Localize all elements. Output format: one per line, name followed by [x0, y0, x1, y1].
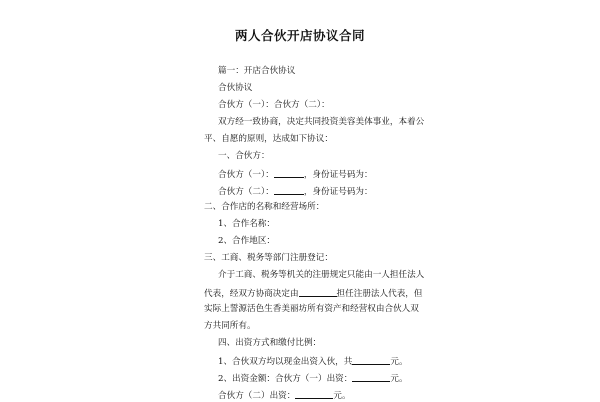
paragraph-line: 平、自愿的原则，达成如下协议： — [204, 134, 333, 144]
partner2-amount-line — [218, 389, 351, 402]
clause-item: 2、合作地区： — [218, 236, 276, 246]
paragraph-line: 实际上誓源活色生香美丽坊所有资产和经营权由合伙人双 — [204, 304, 419, 314]
capital-suffix: 元。 — [390, 357, 408, 367]
legal-rep-prefix: 代表，经双方协商决定由 — [204, 289, 299, 299]
legal-rep-line — [204, 287, 423, 300]
id-label: ，身份证号码为： — [303, 187, 373, 197]
partner2-amount-blank — [295, 389, 333, 399]
clause-heading: 三、工商、税务等部门注册登记： — [204, 253, 333, 263]
clause-heading: 一、合伙方： — [218, 151, 270, 161]
id-label: ，身份证号码为： — [303, 170, 373, 180]
capital-line — [218, 355, 408, 368]
capital-prefix: 1、合伙双方均以现金出资入伙，共 — [218, 357, 353, 367]
parties-line: 合伙方（一）：合伙方（二）： — [218, 100, 330, 110]
amount-blank — [352, 372, 390, 382]
legal-rep-suffix: 担任注册法人代表，但 — [336, 289, 423, 299]
clause-heading: 四、出资方式和缴付比例： — [218, 338, 322, 348]
partner2-amount-prefix: 合伙方（二）出资： — [218, 391, 296, 401]
amount-suffix: 元。 — [390, 374, 408, 384]
partner1-id-line — [218, 168, 373, 181]
amount-prefix: 2、出资金额：合伙方（一）出资： — [218, 374, 353, 384]
document-title: 两人合伙开店协议合同 — [234, 28, 365, 43]
clause-item: 1、合作名称： — [218, 219, 276, 229]
name-blank — [274, 168, 304, 178]
amount-line — [218, 372, 408, 385]
paragraph-line: 方共同所有。 — [204, 321, 256, 331]
section-heading: 篇一：开店合伙协议 — [218, 66, 296, 76]
partner2-label: 合伙方（二）： — [218, 187, 274, 197]
clause-heading: 二、合作店的名称和经营场所： — [204, 202, 325, 212]
partner1-label: 合伙方（一）： — [218, 170, 274, 180]
sub-heading: 合伙协议 — [218, 83, 253, 93]
paragraph-line: 双方经一致协商，决定共同投资美容美体事业，本着公 — [218, 117, 425, 127]
partner2-id-line — [218, 185, 373, 198]
name-blank — [274, 185, 304, 195]
legal-rep-blank — [299, 287, 337, 297]
partner2-amount-suffix: 元。 — [333, 391, 351, 401]
paragraph-line: 介于工商、税务等机关的注册规定只能由一人担任法人 — [218, 270, 425, 280]
capital-blank — [352, 355, 390, 365]
